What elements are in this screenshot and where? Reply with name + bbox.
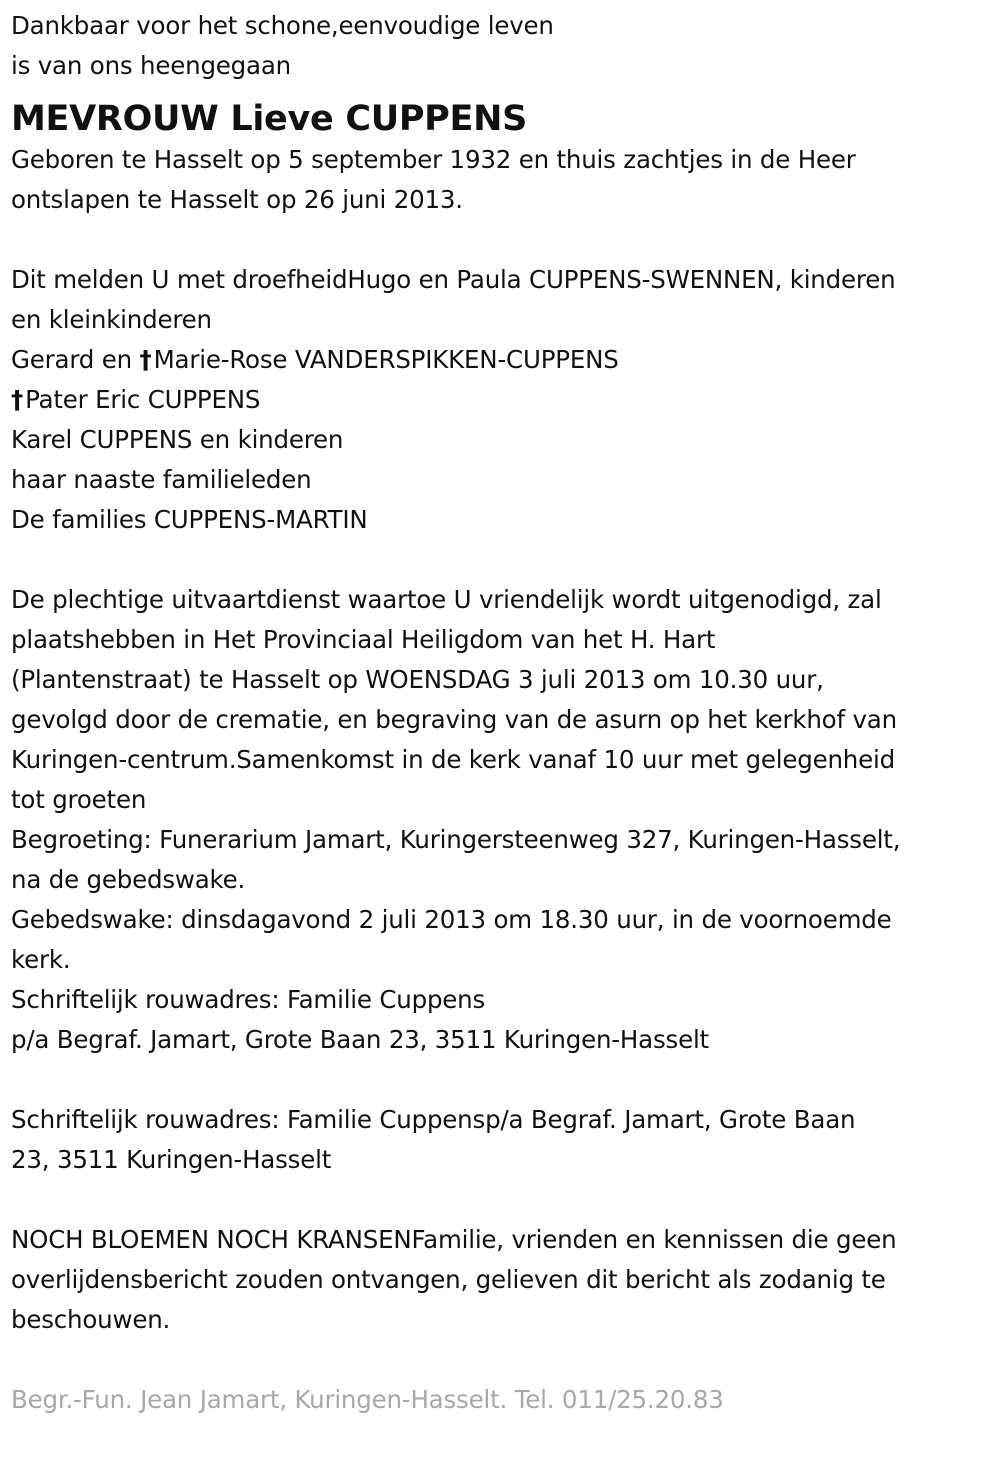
address-section [11, 1100, 996, 1180]
family-line-gerard [11, 340, 996, 380]
intro-section [11, 6, 996, 86]
family-line: De families CUPPENS-MARTIN [11, 505, 368, 534]
family-line: haar naaste familieleden [11, 465, 312, 494]
funeral-home-footer: Begr.-Fun. Jean Jamart, Kuringen-Hasselt. Tel. 011/25.20.83 [11, 1385, 724, 1414]
family-line: Karel CUPPENS en kinderen [11, 425, 344, 454]
ceremony-section [11, 580, 996, 1060]
ceremony-line: Begroeting: Funerarium Jamart, Kuringersteenweg 327, Kuringen-Hasselt, [11, 825, 901, 854]
family-line-pater [11, 380, 996, 420]
cross-icon: † [11, 385, 24, 414]
ceremony-line: Gebedswake: dinsdagavond 2 juli 2013 om 18.30 uur, in de voornoemde [11, 905, 892, 934]
ceremony-line: Kuringen-centrum.Samenkomst in de kerk vanaf 10 uur met gelegenheid [11, 745, 895, 774]
birth-death-line: ontslapen te Hasselt op 26 juni 2013. [11, 185, 463, 214]
cross-icon: † [139, 345, 152, 374]
ceremony-line: Schriftelijk rouwadres: Familie Cuppens [11, 985, 486, 1014]
family-text: Gerard en [11, 345, 132, 374]
family-section [11, 260, 996, 540]
ceremony-line: kerk. [11, 945, 71, 974]
spacer [11, 220, 996, 260]
family-text: Marie-Rose VANDERSPIKKEN-CUPPENS [153, 345, 619, 374]
ceremony-line: (Plantenstraat) te Hasselt op WOENSDAG 3 juli 2013 om 10.30 uur, [11, 665, 824, 694]
family-line: en kleinkinderen [11, 305, 212, 334]
family-text: Pater Eric CUPPENS [25, 385, 261, 414]
birth-death-section [11, 140, 996, 220]
obituary-document [11, 6, 996, 1420]
spacer [11, 1340, 996, 1380]
spacer [11, 1060, 996, 1100]
ceremony-line: p/a Begraf. Jamart, Grote Baan 23, 3511 Kuringen-Hasselt [11, 1025, 709, 1054]
address-line: Schriftelijk rouwadres: Familie Cuppensp/a Begraf. Jamart, Grote Baan [11, 1105, 856, 1134]
spacer [11, 540, 996, 580]
ceremony-line: tot groeten [11, 785, 147, 814]
flowers-line: NOCH BLOEMEN NOCH KRANSENFamilie, vrienden en kennissen die geen [11, 1225, 897, 1254]
address-line: 23, 3511 Kuringen-Hasselt [11, 1145, 332, 1174]
ceremony-line: De plechtige uitvaartdienst waartoe U vriendelijk wordt uitgenodigd, zal [11, 585, 882, 614]
spacer [11, 1180, 996, 1220]
intro-line: Dankbaar voor het schone,eenvoudige leven [11, 11, 554, 40]
family-line: Dit melden U met droefheidHugo en Paula CUPPENS-SWENNEN, kinderen [11, 265, 896, 294]
ceremony-line: na de gebedswake. [11, 865, 246, 894]
intro-line: is van ons heengegaan [11, 51, 291, 80]
ceremony-line: plaatshebben in Het Provinciaal Heiligdom van het H. Hart [11, 625, 716, 654]
birth-death-line: Geboren te Hasselt op 5 september 1932 en thuis zachtjes in de Heer [11, 145, 856, 174]
deceased-name-title: MEVROUW Lieve CUPPENS [11, 99, 528, 139]
flowers-line: overlijdensbericht zouden ontvangen, gelieven dit bericht als zodanig te [11, 1265, 886, 1294]
ceremony-line: gevolgd door de crematie, en begraving van de asurn op het kerkhof van [11, 705, 897, 734]
flowers-section [11, 1220, 996, 1340]
flowers-line: beschouwen. [11, 1305, 171, 1334]
